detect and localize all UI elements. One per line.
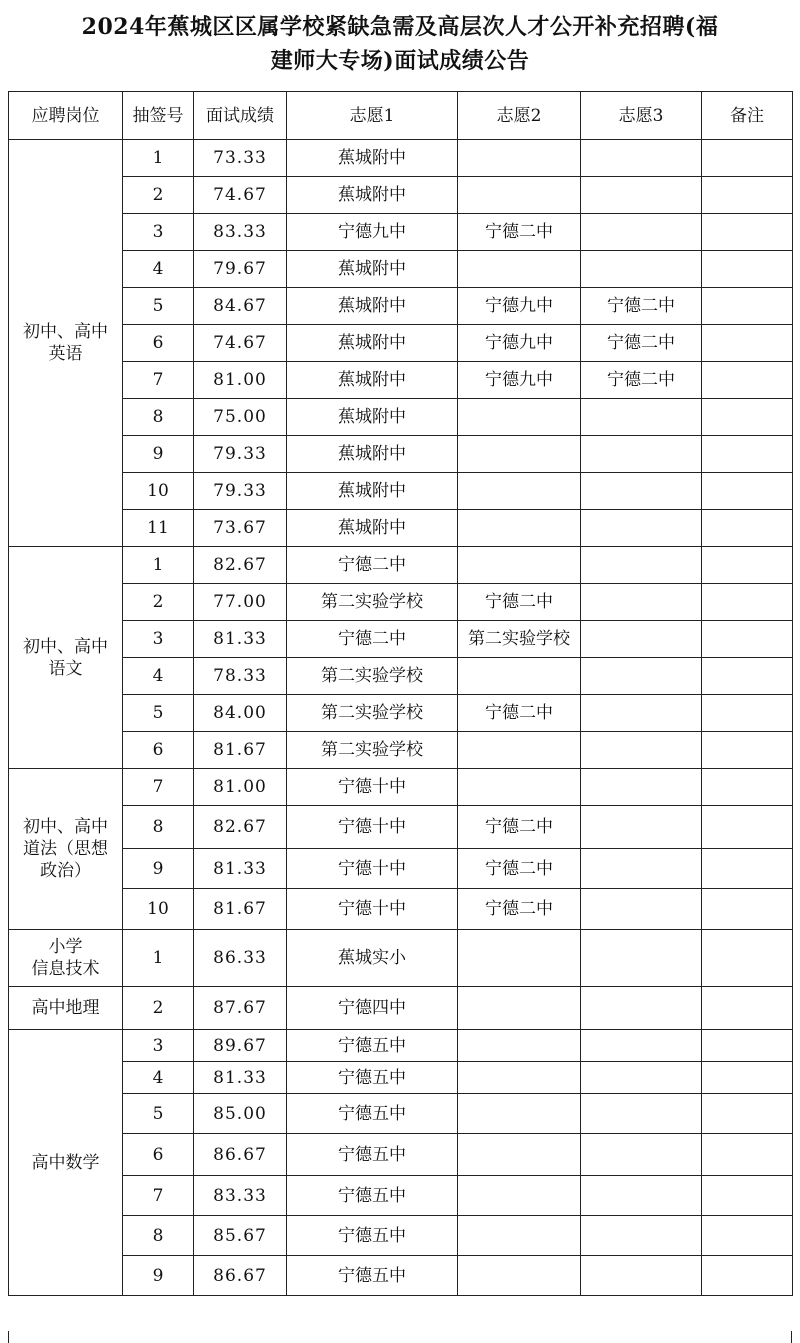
choice-3-cell: 宁德二中 <box>581 325 702 362</box>
choice-1-cell: 宁德五中 <box>287 1062 458 1094</box>
score-cell: 84.00 <box>194 695 287 732</box>
table-row <box>9 621 793 658</box>
choice-2-cell: 宁德九中 <box>458 325 581 362</box>
choice-3-cell <box>581 510 702 547</box>
position-cell <box>9 1030 123 1296</box>
draw-number-cell: 5 <box>123 288 194 325</box>
choice-2-cell: 宁德二中 <box>458 214 581 251</box>
header-draw-number: 抽签号 <box>123 92 194 140</box>
draw-number-cell: 5 <box>123 695 194 732</box>
remarks-cell <box>702 930 793 987</box>
position-line: 小学 <box>48 937 83 957</box>
header-interview-score: 面试成绩 <box>194 92 287 140</box>
header-position: 应聘岗位 <box>9 92 123 140</box>
page-title <box>8 10 792 78</box>
table-row <box>9 806 793 849</box>
draw-number-cell: 1 <box>123 547 194 584</box>
remarks-cell <box>702 621 793 658</box>
draw-number-cell: 4 <box>123 251 194 288</box>
score-cell: 79.67 <box>194 251 287 288</box>
choice-2-cell <box>458 177 581 214</box>
choice-2-cell <box>458 658 581 695</box>
choice-2-cell: 宁德二中 <box>458 584 581 621</box>
score-cell: 86.67 <box>194 1134 287 1176</box>
remarks-cell <box>702 177 793 214</box>
remarks-cell <box>702 362 793 399</box>
title-line-2: 建师大专场)面试成绩公告 <box>270 48 530 74</box>
score-table <box>8 91 793 1296</box>
choice-1-cell: 蕉城附中 <box>287 436 458 473</box>
remarks-cell <box>702 1256 793 1296</box>
choice-3-cell <box>581 436 702 473</box>
table-row <box>9 362 793 399</box>
position-line: 高中数学 <box>31 1152 100 1173</box>
choice-3-cell <box>581 695 702 732</box>
score-cell: 77.00 <box>194 584 287 621</box>
score-cell: 86.33 <box>194 930 287 987</box>
choice-3-cell <box>581 621 702 658</box>
table-row <box>9 849 793 889</box>
table-row <box>9 1030 793 1062</box>
draw-number-cell: 6 <box>123 1134 194 1176</box>
remarks-cell <box>702 1094 793 1134</box>
choice-1-cell: 蕉城附中 <box>287 177 458 214</box>
choice-1-cell: 宁德五中 <box>287 1134 458 1176</box>
choice-3-cell <box>581 584 702 621</box>
table-row <box>9 436 793 473</box>
score-cell: 73.33 <box>194 140 287 177</box>
choice-3-cell <box>581 806 702 849</box>
table-row <box>9 658 793 695</box>
draw-number-cell: 2 <box>123 987 194 1030</box>
choice-3-cell <box>581 769 702 806</box>
score-cell: 81.00 <box>194 362 287 399</box>
remarks-cell <box>702 849 793 889</box>
position-cell <box>9 930 123 987</box>
choice-3-cell <box>581 1062 702 1094</box>
table-row <box>9 987 793 1030</box>
choice-1-cell: 宁德五中 <box>287 1256 458 1296</box>
choice-1-cell: 宁德五中 <box>287 1094 458 1134</box>
remarks-cell <box>702 732 793 769</box>
choice-2-cell: 第二实验学校 <box>458 621 581 658</box>
choice-3-cell <box>581 140 702 177</box>
choice-2-cell <box>458 1216 581 1256</box>
score-cell: 86.67 <box>194 1256 287 1296</box>
score-cell: 79.33 <box>194 436 287 473</box>
draw-number-cell: 7 <box>123 769 194 806</box>
draw-number-cell: 2 <box>123 177 194 214</box>
remarks-cell <box>702 987 793 1030</box>
score-cell: 81.67 <box>194 732 287 769</box>
remarks-cell <box>702 399 793 436</box>
remarks-cell <box>702 1216 793 1256</box>
score-cell: 87.67 <box>194 987 287 1030</box>
remarks-cell <box>702 214 793 251</box>
remarks-cell <box>702 140 793 177</box>
choice-1-cell: 蕉城附中 <box>287 399 458 436</box>
score-cell: 83.33 <box>194 1176 287 1216</box>
table-row <box>9 1094 793 1134</box>
position-line: 初中、高中 <box>23 817 108 837</box>
draw-number-cell: 9 <box>123 436 194 473</box>
table-row <box>9 732 793 769</box>
score-cell: 81.67 <box>194 889 287 930</box>
choice-1-cell: 宁德十中 <box>287 806 458 849</box>
score-cell: 73.67 <box>194 510 287 547</box>
choice-1-cell: 蕉城附中 <box>287 251 458 288</box>
draw-number-cell: 3 <box>123 214 194 251</box>
score-cell: 81.33 <box>194 1062 287 1094</box>
draw-number-cell: 8 <box>123 806 194 849</box>
choice-1-cell: 宁德二中 <box>287 547 458 584</box>
score-cell: 78.33 <box>194 658 287 695</box>
draw-number-cell: 1 <box>123 140 194 177</box>
table-row <box>9 399 793 436</box>
table-row <box>9 177 793 214</box>
choice-2-cell: 宁德二中 <box>458 806 581 849</box>
choice-2-cell: 宁德二中 <box>458 695 581 732</box>
score-cell: 75.00 <box>194 399 287 436</box>
choice-3-cell <box>581 1176 702 1216</box>
choice-1-cell: 宁德二中 <box>287 621 458 658</box>
score-cell: 81.33 <box>194 621 287 658</box>
score-cell: 89.67 <box>194 1030 287 1062</box>
remarks-cell <box>702 473 793 510</box>
remarks-cell <box>702 1176 793 1216</box>
score-cell: 82.67 <box>194 806 287 849</box>
remarks-cell <box>702 510 793 547</box>
choice-1-cell: 宁德十中 <box>287 849 458 889</box>
choice-3-cell <box>581 987 702 1030</box>
position-line: 政治） <box>40 861 91 881</box>
choice-3-cell: 宁德二中 <box>581 362 702 399</box>
choice-1-cell: 宁德五中 <box>287 1030 458 1062</box>
choice-1-cell: 蕉城附中 <box>287 473 458 510</box>
choice-2-cell <box>458 473 581 510</box>
draw-number-cell: 9 <box>123 849 194 889</box>
table-row <box>9 510 793 547</box>
score-cell: 74.67 <box>194 177 287 214</box>
draw-number-cell: 1 <box>123 930 194 987</box>
draw-number-cell: 6 <box>123 325 194 362</box>
remarks-cell <box>702 288 793 325</box>
choice-2-cell <box>458 399 581 436</box>
choice-1-cell: 宁德五中 <box>287 1176 458 1216</box>
choice-2-cell <box>458 769 581 806</box>
draw-number-cell: 5 <box>123 1094 194 1134</box>
choice-2-cell: 宁德二中 <box>458 889 581 930</box>
table-row <box>9 214 793 251</box>
position-cell <box>9 140 123 547</box>
choice-2-cell <box>458 436 581 473</box>
draw-number-cell: 10 <box>123 889 194 930</box>
choice-3-cell <box>581 473 702 510</box>
score-cell: 79.33 <box>194 473 287 510</box>
choice-3-cell <box>581 1030 702 1062</box>
choice-1-cell: 宁德十中 <box>287 769 458 806</box>
score-cell: 82.67 <box>194 547 287 584</box>
choice-1-cell: 蕉城附中 <box>287 288 458 325</box>
choice-3-cell: 宁德二中 <box>581 288 702 325</box>
title-line-1: 2024年蕉城区区属学校紧缺急需及高层次人才公开补充招聘(福 <box>81 14 719 40</box>
choice-3-cell <box>581 1094 702 1134</box>
draw-number-cell: 8 <box>123 399 194 436</box>
choice-2-cell <box>458 1062 581 1094</box>
remarks-cell <box>702 1062 793 1094</box>
remarks-cell <box>702 584 793 621</box>
draw-number-cell: 7 <box>123 1176 194 1216</box>
position-cell <box>9 547 123 769</box>
table-row <box>9 473 793 510</box>
table-row <box>9 1256 793 1296</box>
score-cell: 81.33 <box>194 849 287 889</box>
choice-2-cell: 宁德九中 <box>458 362 581 399</box>
remarks-cell <box>702 806 793 849</box>
remarks-cell <box>702 889 793 930</box>
table-row <box>9 1062 793 1094</box>
table-row <box>9 325 793 362</box>
choice-1-cell: 蕉城附中 <box>287 362 458 399</box>
choice-3-cell <box>581 658 702 695</box>
draw-number-cell: 8 <box>123 1216 194 1256</box>
position-line: 语文 <box>48 658 83 679</box>
table-row <box>9 1134 793 1176</box>
choice-1-cell: 蕉城实小 <box>287 930 458 987</box>
choice-1-cell: 宁德十中 <box>287 889 458 930</box>
choice-3-cell <box>581 251 702 288</box>
choice-1-cell: 蕉城附中 <box>287 510 458 547</box>
score-cell: 81.00 <box>194 769 287 806</box>
choice-3-cell <box>581 214 702 251</box>
choice-2-cell <box>458 732 581 769</box>
choice-2-cell <box>458 1176 581 1216</box>
table-row <box>9 1176 793 1216</box>
header-choice-3: 志愿3 <box>581 92 702 140</box>
position-line: 初中、高中 <box>23 322 108 342</box>
choice-3-cell <box>581 732 702 769</box>
position-cell <box>9 769 123 930</box>
choice-3-cell <box>581 547 702 584</box>
draw-number-cell: 3 <box>123 1030 194 1062</box>
position-line: 道法（思想 <box>23 839 108 859</box>
choice-2-cell <box>458 251 581 288</box>
table-row <box>9 889 793 930</box>
draw-number-cell: 7 <box>123 362 194 399</box>
choice-3-cell <box>581 177 702 214</box>
choice-3-cell <box>581 930 702 987</box>
choice-3-cell <box>581 889 702 930</box>
remarks-cell <box>702 251 793 288</box>
choice-2-cell <box>458 987 581 1030</box>
remarks-cell <box>702 325 793 362</box>
position-line: 初中、高中 <box>23 636 108 657</box>
choice-1-cell: 第二实验学校 <box>287 695 458 732</box>
table-row <box>9 251 793 288</box>
remarks-cell <box>702 1030 793 1062</box>
table-row <box>9 769 793 806</box>
choice-3-cell <box>581 1134 702 1176</box>
table-row <box>9 584 793 621</box>
position-line: 高中地理 <box>31 998 100 1018</box>
choice-2-cell: 宁德二中 <box>458 849 581 889</box>
table-bottom-continuation <box>8 1331 792 1343</box>
choice-1-cell: 宁德五中 <box>287 1216 458 1256</box>
remarks-cell <box>702 547 793 584</box>
remarks-cell <box>702 769 793 806</box>
remarks-cell <box>702 1134 793 1176</box>
table-row <box>9 288 793 325</box>
score-cell: 84.67 <box>194 288 287 325</box>
choice-2-cell <box>458 547 581 584</box>
header-remarks: 备注 <box>702 92 793 140</box>
position-line: 英语 <box>48 344 83 364</box>
header-choice-2: 志愿2 <box>458 92 581 140</box>
choice-2-cell <box>458 1256 581 1296</box>
table-row <box>9 695 793 732</box>
table-row <box>9 140 793 177</box>
choice-2-cell <box>458 1094 581 1134</box>
choice-1-cell: 蕉城附中 <box>287 325 458 362</box>
score-cell: 85.00 <box>194 1094 287 1134</box>
draw-number-cell: 11 <box>123 510 194 547</box>
choice-1-cell: 第二实验学校 <box>287 658 458 695</box>
header-choice-1: 志愿1 <box>287 92 458 140</box>
table-row <box>9 930 793 987</box>
header-row <box>9 92 793 140</box>
choice-2-cell <box>458 1134 581 1176</box>
draw-number-cell: 2 <box>123 584 194 621</box>
choice-3-cell <box>581 1216 702 1256</box>
table-body <box>9 140 793 1296</box>
choice-2-cell <box>458 930 581 987</box>
choice-1-cell: 宁德四中 <box>287 987 458 1030</box>
remarks-cell <box>702 695 793 732</box>
choice-1-cell: 第二实验学校 <box>287 584 458 621</box>
table-row <box>9 1216 793 1256</box>
choice-3-cell <box>581 1256 702 1296</box>
draw-number-cell: 6 <box>123 732 194 769</box>
draw-number-cell: 3 <box>123 621 194 658</box>
score-cell: 83.33 <box>194 214 287 251</box>
position-cell <box>9 987 123 1030</box>
choice-1-cell: 宁德九中 <box>287 214 458 251</box>
choice-1-cell: 蕉城附中 <box>287 140 458 177</box>
choice-2-cell <box>458 1030 581 1062</box>
draw-number-cell: 4 <box>123 1062 194 1094</box>
choice-2-cell: 宁德九中 <box>458 288 581 325</box>
draw-number-cell: 10 <box>123 473 194 510</box>
score-cell: 85.67 <box>194 1216 287 1256</box>
score-cell: 74.67 <box>194 325 287 362</box>
remarks-cell <box>702 436 793 473</box>
choice-1-cell: 第二实验学校 <box>287 732 458 769</box>
choice-2-cell <box>458 140 581 177</box>
remarks-cell <box>702 658 793 695</box>
choice-3-cell <box>581 399 702 436</box>
draw-number-cell: 4 <box>123 658 194 695</box>
position-line: 信息技术 <box>31 959 100 979</box>
table-row <box>9 547 793 584</box>
choice-3-cell <box>581 849 702 889</box>
choice-2-cell <box>458 510 581 547</box>
draw-number-cell: 9 <box>123 1256 194 1296</box>
